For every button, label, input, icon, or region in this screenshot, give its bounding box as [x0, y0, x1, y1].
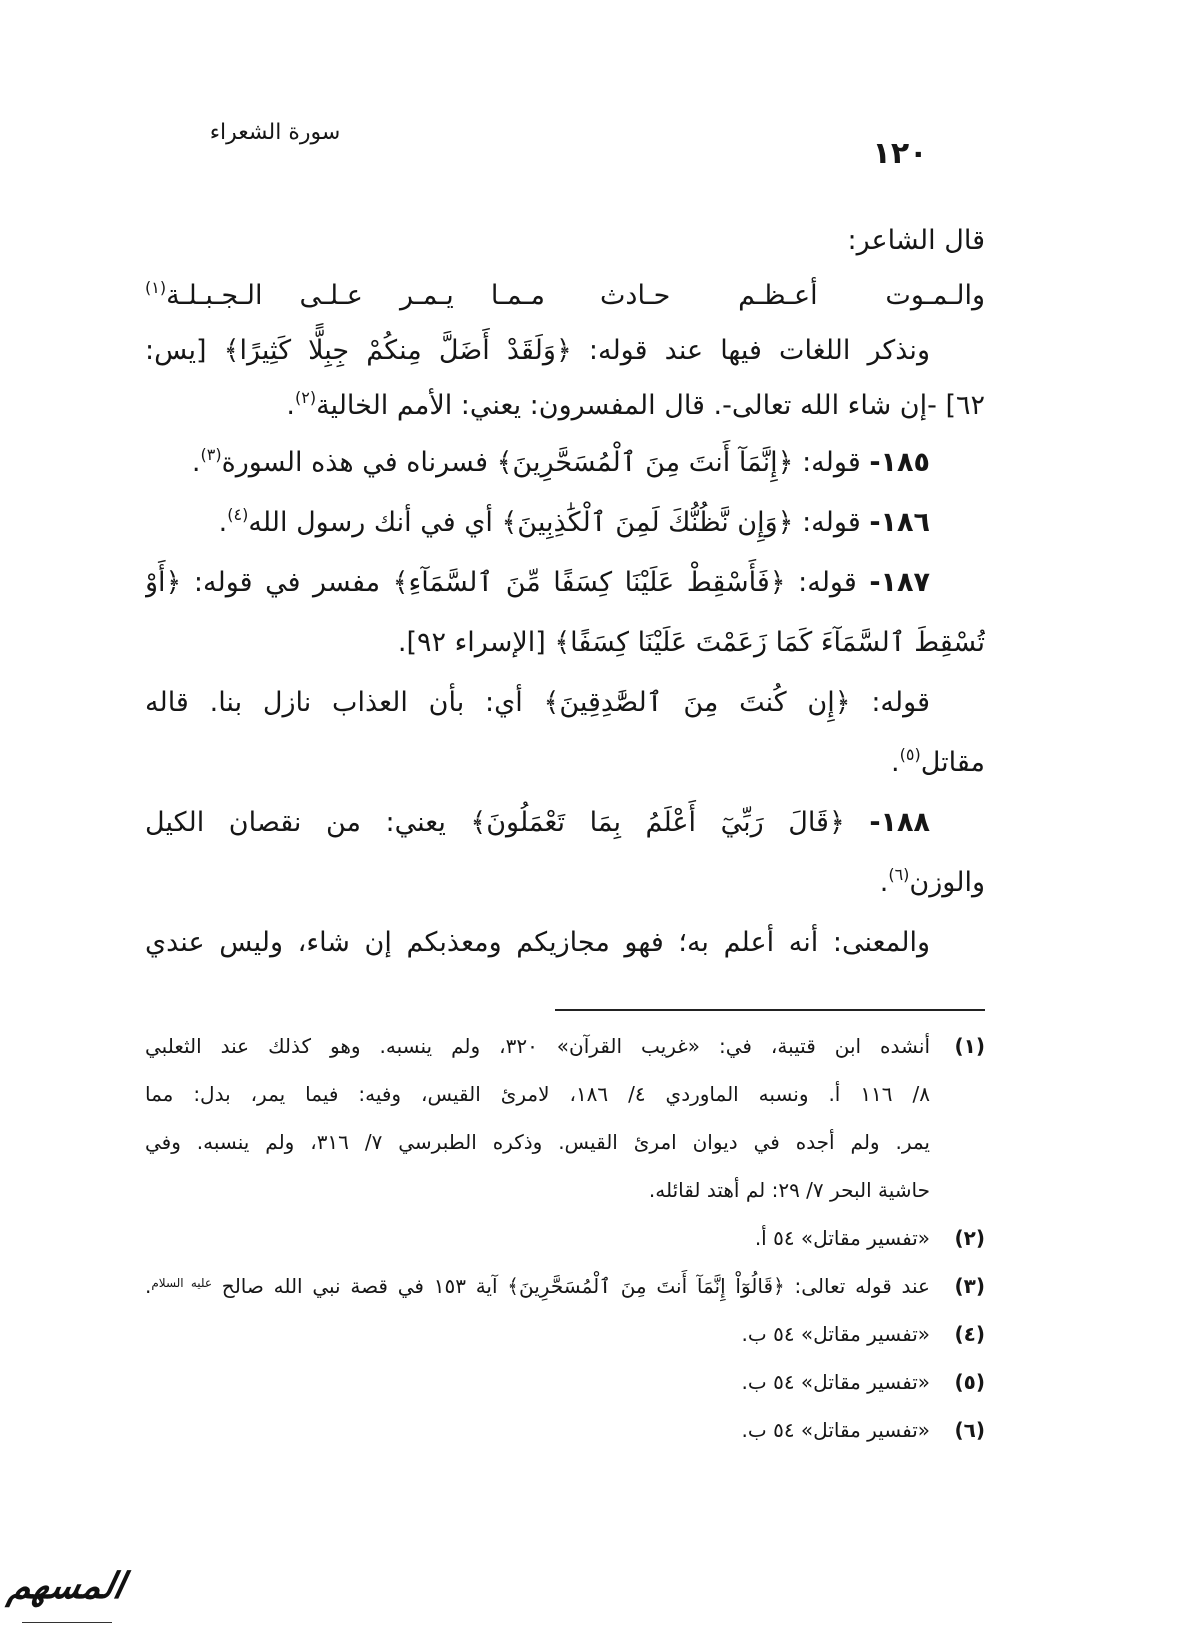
verse-number: ١٨٨- [869, 807, 930, 838]
running-header-surah-title: سورة الشعراء [209, 120, 341, 145]
footnote-number: (٥) [954, 1370, 985, 1394]
poem-second-hemistich [145, 268, 545, 323]
honorific-ligature: عليه السلام [151, 1276, 213, 1290]
footnote-line: «تفسير مقاتل» ٥٤ ب. [741, 1418, 930, 1442]
verse-number: ١٨٧- [869, 567, 930, 598]
footnote-marker: (١) [145, 278, 167, 297]
footnote-marker: (٦) [888, 865, 910, 884]
footnote-line: «تفسير مقاتل» ٥٤ ب. [741, 1322, 930, 1346]
footnote-4 [145, 1310, 985, 1358]
line-punctuation: . [891, 747, 900, 778]
footnote-number: (٦) [954, 1418, 985, 1442]
body-line [145, 673, 985, 733]
page-number: ١٢٠ [872, 136, 928, 171]
footnote-3 [145, 1262, 985, 1310]
footnote-marker: (٥) [899, 745, 921, 764]
body-line [145, 378, 985, 433]
footnote-line [145, 1262, 930, 1310]
line-text: مقاتل [920, 747, 985, 778]
line-punctuation: . [286, 390, 295, 421]
body-line [145, 853, 985, 913]
footnote-1 [145, 1022, 985, 1214]
footnote-number: (٢) [954, 1226, 985, 1250]
body-line [145, 613, 985, 673]
body-line [145, 323, 985, 378]
line-text: قوله: ﴿إِن كُنتَ مِنَ ٱلصَّٰدِقِينَ﴾ أي: بأن العذاب نازل بنا. قاله [145, 687, 930, 718]
body-line [145, 733, 985, 793]
footnote-separator [555, 1009, 985, 1011]
footnote-line: أنشده ابن قتيبة، في: «غريب القرآن» ٣٢٠، ولم ينسبه. وهو كذلك عند الثعلبي [145, 1034, 930, 1058]
line-text: والمعنى: أنه أعلم به؛ فهو مجازيكم ومعذبكم إن شاء، وليس عندي [145, 927, 930, 958]
line-text: تُسْقِطَ ٱلسَّمَآءَ كَمَا زَعَمْتَ عَلَيْنَا كِسَفًا﴾ [الإسراء ٩٢]. [397, 627, 985, 658]
line-text: قوله: ﴿إِنَّمَآ أَنتَ مِنَ ٱلْمُسَحَّرِينَ﴾ فسرناه في هذه السورة [221, 447, 870, 478]
line-text: قال الشاعر: [847, 225, 985, 256]
line-punctuation: . [879, 867, 889, 898]
footnote-number: (١) [954, 1034, 985, 1058]
line-punctuation: . [191, 447, 201, 478]
footnote-line: «تفسير مقاتل» ٥٤ ب. [741, 1370, 930, 1394]
line-text: ٦٢] -إن شاء الله تعالى-. قال المفسرون: يعني: الأمم الخالية [316, 390, 985, 421]
footnote-number: (٣) [954, 1274, 985, 1298]
footnote-2 [145, 1214, 985, 1262]
footnote-marker: (٣) [200, 445, 222, 464]
footnotes [145, 1022, 985, 1454]
main-text [145, 213, 985, 973]
line-text: قوله: ﴿وَإِن نَّظُنُّكَ لَمِنَ ٱلْكَٰذِبِينَ﴾ أي في أنك رسول الله [248, 507, 870, 538]
footnote-6 [145, 1406, 985, 1454]
footnote-marker: (٢) [294, 388, 317, 407]
footnote-line: يمر. ولم أجده في ديوان امرئ القيس. وذكره الطبرسي ٧/ ٣١٦، ولم ينسبه. وفي [145, 1130, 930, 1154]
poem-first-hemistich: والـمـوت أعـظـم حـادث [600, 280, 985, 311]
verse-number: ١٨٥- [869, 447, 930, 478]
footnote-line: حاشية البحر ٧/ ٢٩: لم أهتد لقائله. [648, 1178, 930, 1202]
footnote-line: ٨/ ١١٦ أ. ونسبه الماوردي ٤/ ١٨٦، لامرئ القيس، وفيه: فيما يمر، بدل: مما [145, 1082, 930, 1106]
body-line [145, 213, 985, 268]
line-text: ﴿قَالَ رَبِّيٓ أَعْلَمُ بِمَا تَعْمَلُونَ﴾ يعني: من نقصان الكيل [145, 807, 870, 838]
line-text: قوله: ﴿فَأَسْقِطْ عَلَيْنَا كِسَفًا مِّنَ ٱلسَّمَآءِ﴾ مفسر في قوله: ﴿أَوْ [145, 567, 870, 598]
footnote-punctuation: . [145, 1274, 152, 1298]
footnote-text: عند قوله تعالى: ﴿قَالُوٓاْ إِنَّمَآ أَنتَ مِنَ ٱلْمُسَحَّرِينَ﴾ آية ١٥٣ في قصة نبي الله صالح [212, 1274, 930, 1298]
line-text: ونذكر اللغات فيها عند قوله: ﴿وَلَقَدْ أَضَلَّ مِنكُمْ جِبِلًّا كَثِيرًا﴾ [يس: [145, 335, 930, 366]
watermark-logo [4, 1552, 129, 1642]
body-line [145, 913, 985, 973]
footnote-number: (٤) [954, 1322, 985, 1346]
verse-number: ١٨٦- [869, 507, 930, 538]
logo-underline [22, 1622, 112, 1623]
line-text: والوزن [909, 867, 985, 898]
poem-verse [145, 268, 985, 323]
footnote-line: «تفسير مقاتل» ٥٤ أ. [754, 1226, 930, 1250]
logo-lettering: المسهم [5, 1566, 129, 1607]
line-text: مـمـا يـمـر عـلـى الـجـبـلـة [166, 280, 545, 311]
footnote-marker: (٤) [227, 505, 249, 524]
line-punctuation: . [218, 507, 228, 538]
body-line [145, 433, 985, 493]
body-line [145, 553, 985, 613]
body-line [145, 793, 985, 853]
body-line [145, 493, 985, 553]
footnote-5 [145, 1358, 985, 1406]
